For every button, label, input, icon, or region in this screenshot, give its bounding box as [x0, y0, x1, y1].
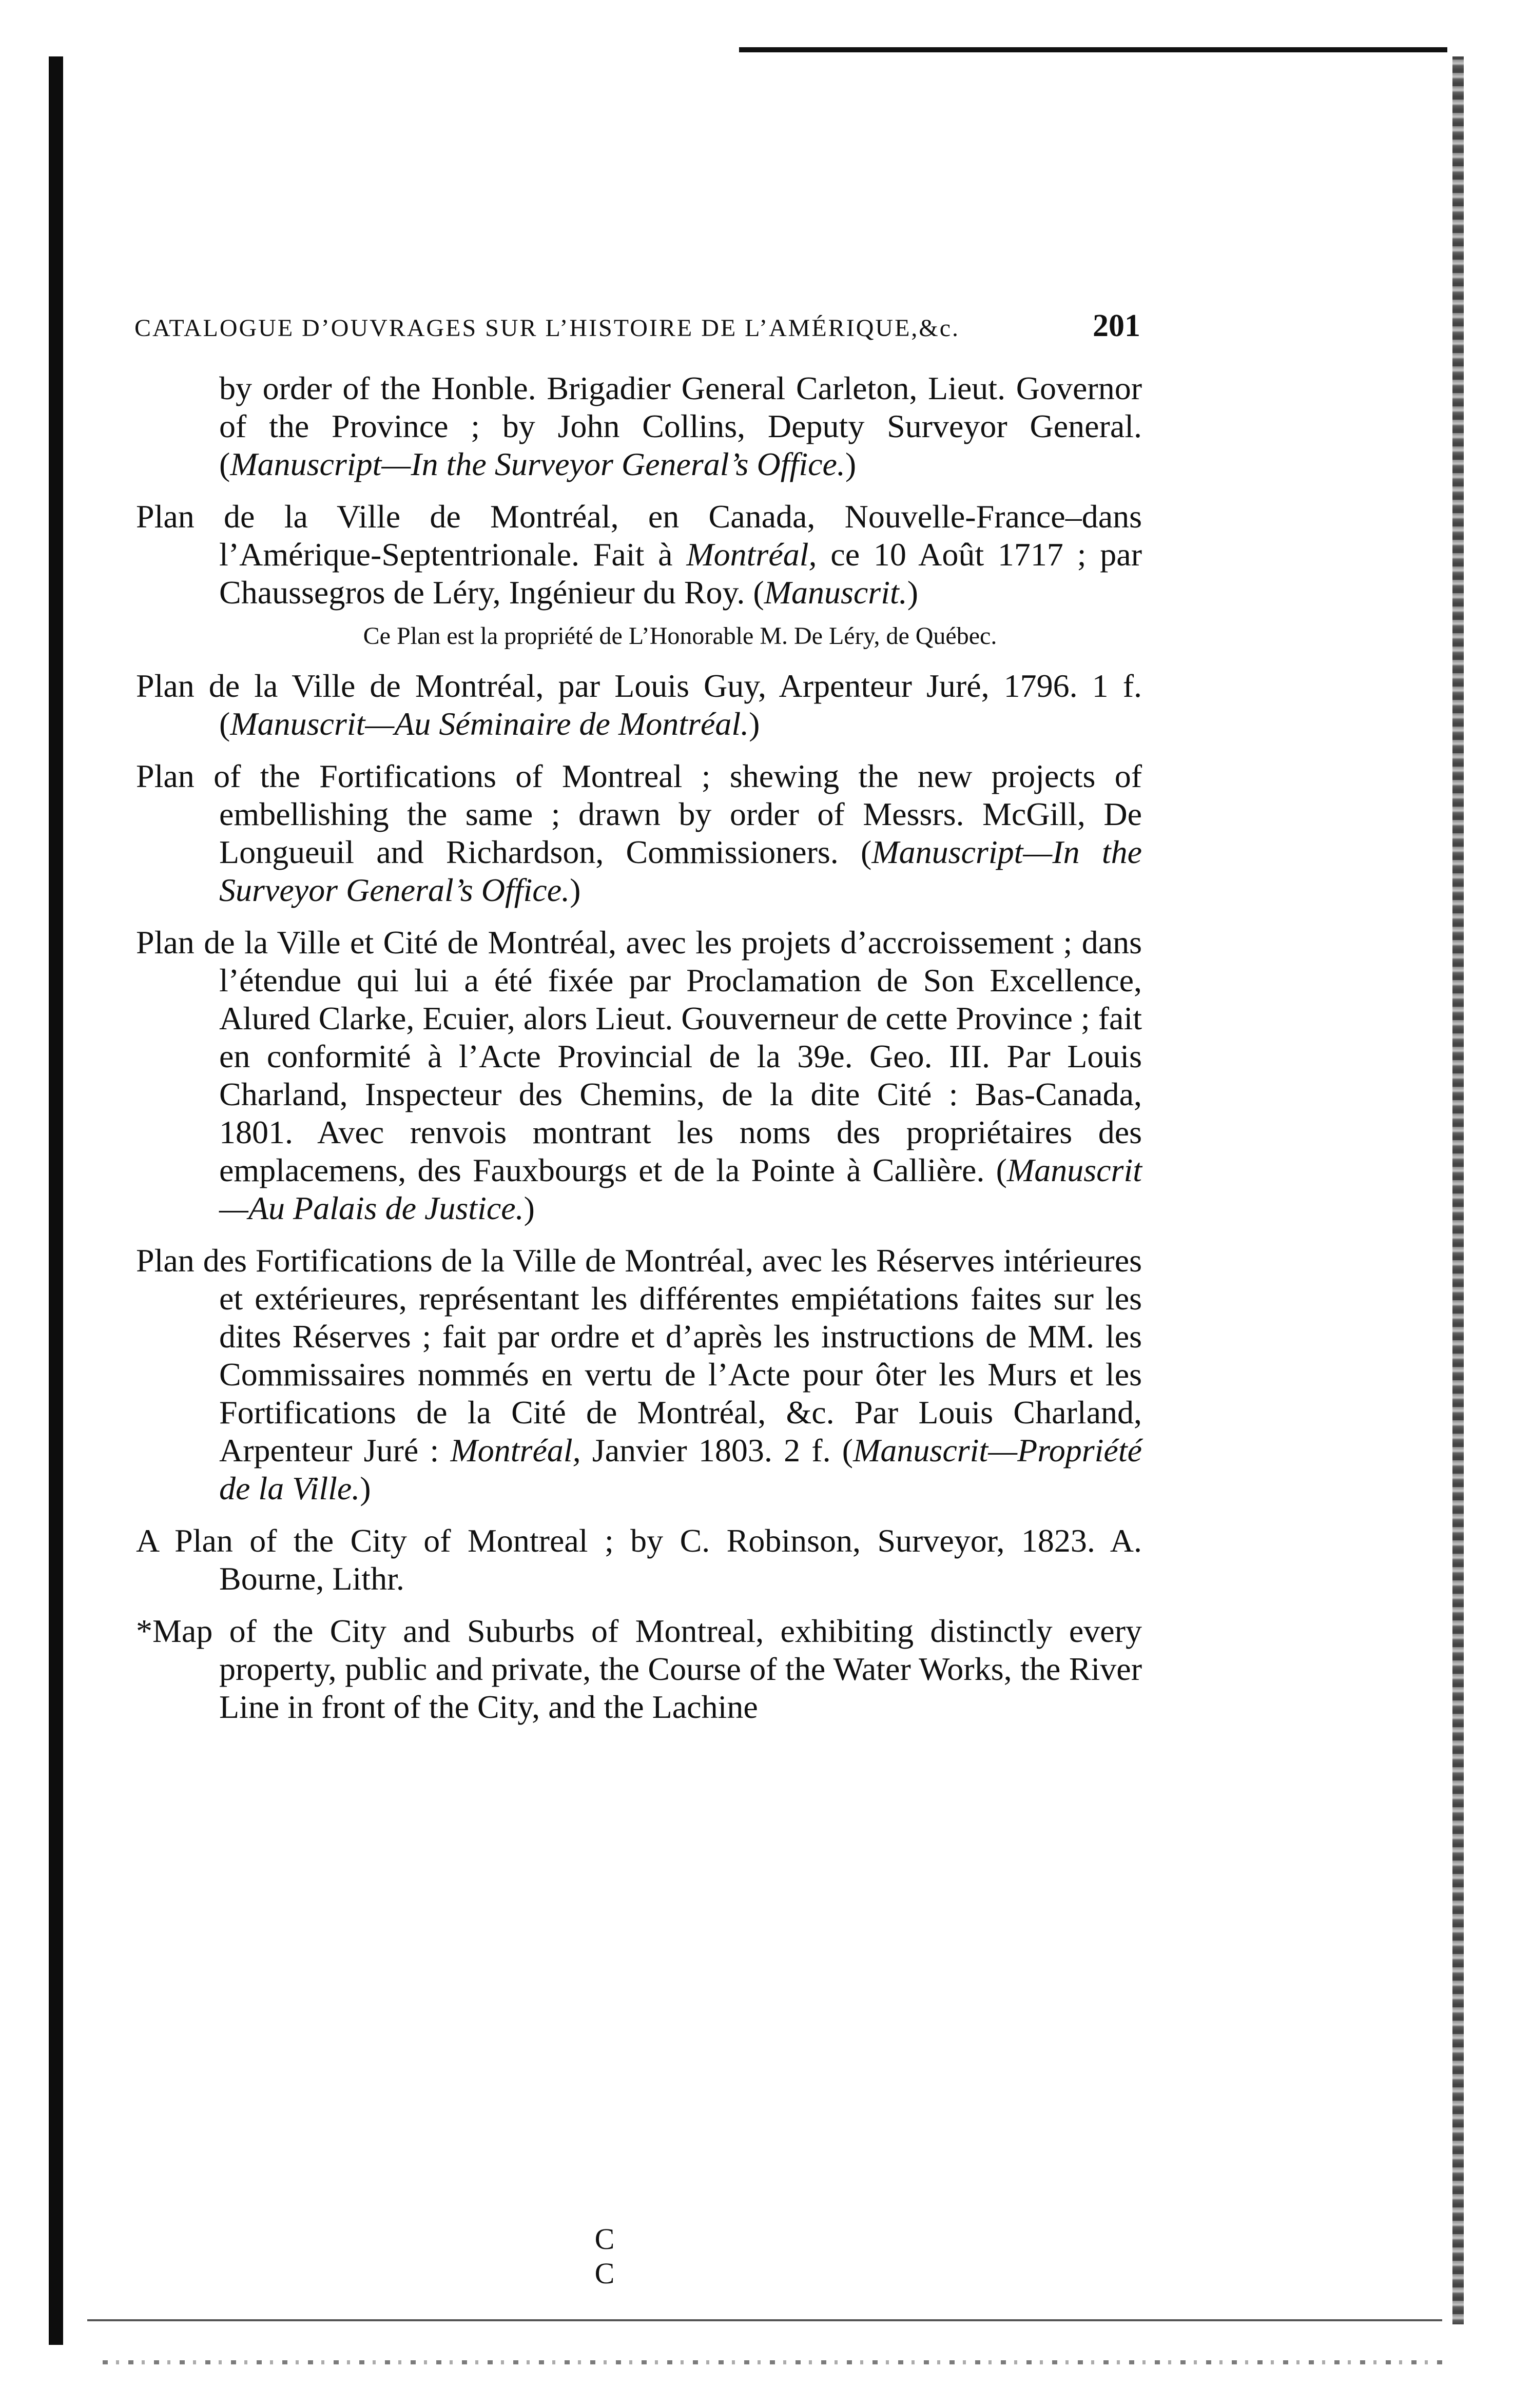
page-edge-bottom: [103, 2360, 1447, 2364]
catalogue-entry: Plan de la Ville de Montréal, par Louis Guy, Arpenteur Juré, 1796. 1 f. (Manuscrit—Au Séminaire de Montréal.): [136, 668, 1142, 742]
catalogue-entry: A Plan of the City of Montreal ; by C. Robinson, Surveyor, 1823. A. Bourne, Lithr.: [136, 1522, 1142, 1597]
entry-note: Ce Plan est la propriété de L’Honorable M. De Léry, de Québec.: [363, 622, 997, 650]
catalogue-entry: Plan des Fortifications de la Ville de Montréal, avec les Réserves intérieures et extérieures, représentant les différentes empiétations faites sur les dites Réserves ; fait par ordre et d’après les instructions de MM. les Commissaires nommés en vertu de l’Acte pour ôter les Murs et les Fortifications de la Cité de Montréal, &c. Par Louis Charland, Arpenteur Juré : Montréal, Janvier 1803. 2 f. (Manuscrit—Propriété de la Ville.): [136, 1242, 1142, 1506]
binding-edge: [49, 56, 63, 2345]
catalogue-entry: Plan de la Ville de Montréal, en Canada, Nouvelle-France–dans l’Amérique-Septentrionale. Fait à Montréal, ce 10 Août 1717 ; par Chaussegros de Léry, Ingénieur du Roy. (Manuscrit.): [136, 498, 1142, 611]
bottom-rule: [87, 2319, 1442, 2321]
catalogue-entry: *Map of the City and Suburbs of Montreal, exhibiting distinctly every property, public and private, the Course of the Water Works, the River Line in front of the City, and the Lachine: [136, 1613, 1142, 1725]
catalogue-body: [136, 369, 1142, 1740]
catalogue-entry: Plan of the Fortifications of Montreal ; shewing the new projects of embellishing the same ; drawn by order of Messrs. McGill, De Longueuil and Richardson, Commissioners. (Manuscript—In the Surveyor General’s Office.): [136, 758, 1142, 908]
catalogue-entry: Plan de la Ville et Cité de Montréal, avec les projets d’accroissement ; dans l’étendue qui lui a été fixée par Proclamation de Son Excellence, Alured Clarke, Ecuier, alors Lieut. Gouverneur de cette Province ; fait en conformité à l’Acte Provincial de la 39e. Geo. III. Par Louis Charland, Inspecteur des Chemins, de la dite Cité : Bas-Canada, 1801. Avec renvois montrant les noms des propriétaires des emplacemens, des Fauxbourgs et de la Pointe à Callière. (Manuscrit—Au Palais de Justice.): [136, 924, 1142, 1226]
running-title: CATALOGUE D’OUVRAGES SUR L’HISTOIRE DE L’AMÉRIQUE,&c.: [134, 315, 960, 342]
top-rule: [739, 47, 1447, 52]
entry-continued: by order of the Honble. Brigadier General Carleton, Lieut. Governor of the Province ; by John Collins, Deputy Surveyor General. (Manuscript—In the Surveyor General’s Office.): [219, 370, 1142, 482]
running-head: [134, 308, 1140, 344]
signature-mark: C C: [594, 2222, 627, 2290]
page-number: 201: [1093, 308, 1140, 343]
page-edge-right: [1452, 56, 1464, 2324]
